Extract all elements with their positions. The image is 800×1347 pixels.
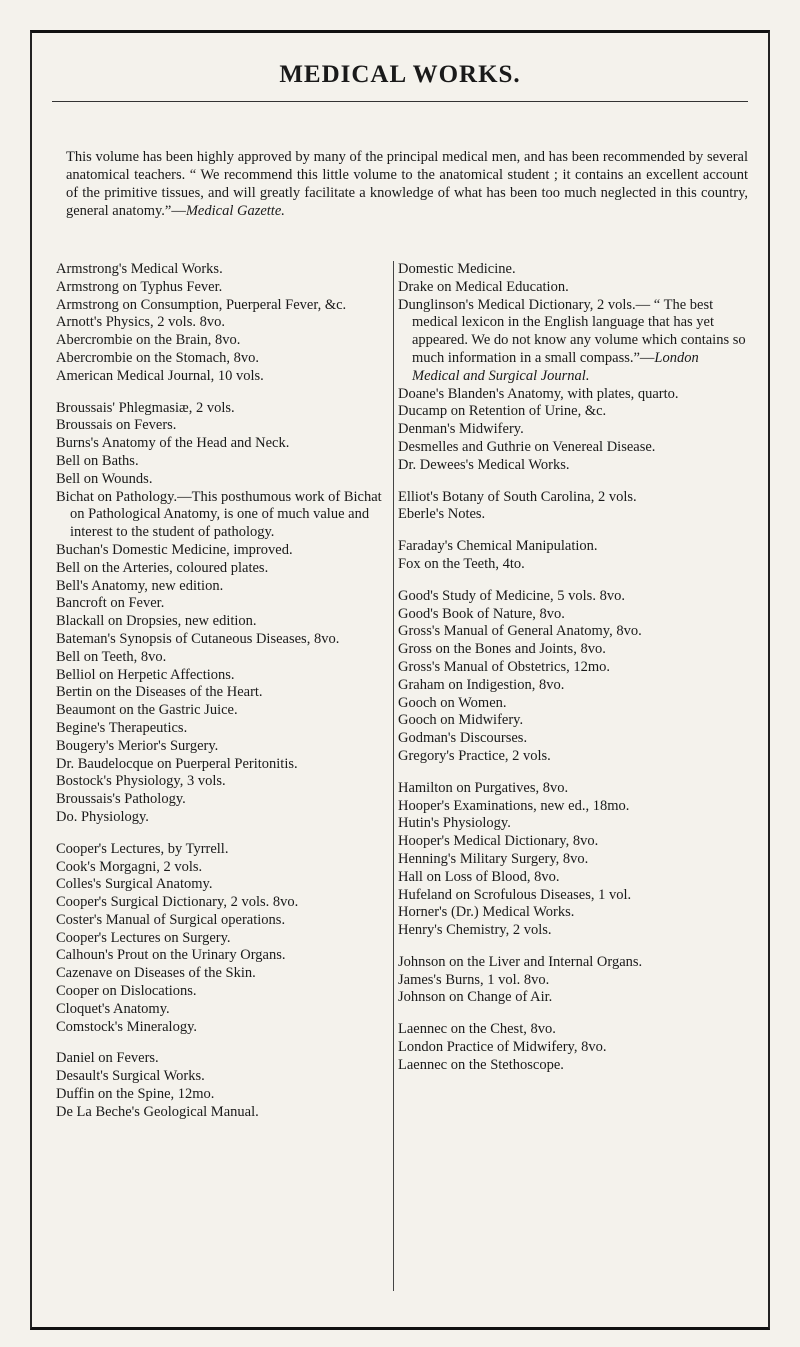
book-entry (56, 314, 393, 332)
book-title: Henning's Military Surgery, 8vo. (398, 850, 589, 867)
book-title: De La Beche's Geological Manual. (56, 1103, 259, 1120)
book-title: Good's Book of Nature, 8vo. (398, 605, 565, 622)
book-entry (56, 773, 393, 791)
book-title: Johnson on the Liver and Internal Organs. (398, 953, 643, 970)
book-title: Armstrong's Medical Works. (56, 261, 223, 277)
book-title: Dr. Baudelocque on Puerperal Peritonitis. (56, 755, 298, 772)
book-title: Fox on the Teeth, 4to. (398, 555, 525, 572)
book-title: Dr. Dewees's Medical Works. (398, 456, 570, 473)
book-title: Bertin on the Diseases of the Heart. (56, 684, 263, 701)
book-entry (398, 457, 748, 475)
book-entry (56, 859, 393, 877)
book-title: Gross's Manual of Obstetrics, 12mo. (398, 658, 611, 675)
book-title: Gooch on Midwifery. (398, 712, 524, 729)
book-title: Laennec on the Stethoscope. (398, 1056, 564, 1073)
book-entry (56, 649, 393, 667)
book-title: Cazenave on Diseases of the Skin. (56, 965, 256, 982)
book-entry (398, 780, 748, 798)
book-title: Doane's Blanden's Anatomy, with plates, quarto. (398, 385, 679, 402)
book-title: Bancroft on Fever. (56, 595, 165, 612)
book-title: Begine's Therapeutics. (56, 719, 188, 736)
book-title: Buchan's Domestic Medicine, improved. (56, 541, 293, 558)
book-entry (56, 1086, 393, 1104)
book-entry (398, 1057, 748, 1075)
book-entry (56, 1068, 393, 1086)
book-entry (398, 421, 748, 439)
group-spacer (56, 827, 393, 841)
book-entry (398, 887, 748, 905)
book-title: Faraday's Chemical Manipulation. (398, 538, 598, 555)
book-title: Gregory's Practice, 2 vols. (398, 747, 551, 764)
header-divider (52, 101, 748, 102)
book-entry (56, 947, 393, 965)
book-title: Laennec on the Chest, 8vo. (398, 1021, 556, 1038)
book-title: Bichat on Pathology.—This posthumous work of Bichat on Pathological Anatomy, is one of much value and interest to the student of pathology. (56, 488, 382, 541)
book-title: Horner's (Dr.) Medical Works. (398, 904, 575, 921)
book-entry (56, 930, 393, 948)
book-entry (56, 791, 393, 809)
book-entry (56, 400, 393, 418)
book-title: Armstrong on Consumption, Puerperal Fever, &c. (56, 296, 347, 313)
book-entry (398, 748, 748, 766)
book-entry (398, 712, 748, 730)
book-title: Bell on Wounds. (56, 470, 153, 487)
book-entry (398, 403, 748, 421)
book-entry (56, 417, 393, 435)
book-title: Burns's Anatomy of the Head and Neck. (56, 435, 290, 452)
book-entry (56, 332, 393, 350)
book-entry (56, 841, 393, 859)
book-title: Elliot's Botany of South Carolina, 2 vols. (398, 488, 637, 505)
book-entry (398, 556, 748, 574)
book-title: Coster's Manual of Surgical operations. (56, 911, 286, 928)
book-entry (398, 538, 748, 556)
book-entry (398, 869, 748, 887)
book-entry (398, 261, 748, 279)
book-title: Bell on Baths. (56, 452, 139, 469)
book-title: Gooch on Women. (398, 694, 507, 711)
book-title: Bateman's Synopsis of Cutaneous Diseases, 8vo. (56, 630, 340, 647)
book-title: Graham on Indigestion, 8vo. (398, 676, 565, 693)
book-title: American Medical Journal, 10 vols. (56, 367, 264, 384)
book-entry (398, 641, 748, 659)
book-entry (56, 965, 393, 983)
book-entry (56, 702, 393, 720)
book-title: Good's Study of Medicine, 5 vols. 8vo. (398, 587, 625, 604)
book-title: Bell on the Arteries, coloured plates. (56, 559, 269, 576)
book-title: Broussais' Phlegmasiæ, 2 vols. (56, 399, 235, 416)
book-title: Daniel on Fevers. (56, 1050, 159, 1067)
book-entry (56, 684, 393, 702)
book-title: Desmelles and Guthrie on Venereal Disease. (398, 438, 656, 455)
book-entry (398, 954, 748, 972)
book-entry (398, 798, 748, 816)
book-title: Colles's Surgical Anatomy. (56, 876, 213, 893)
book-title: Do. Physiology. (56, 808, 149, 825)
book-entry (398, 815, 748, 833)
book-entry (56, 489, 393, 542)
book-title: Armstrong on Typhus Fever. (56, 278, 223, 295)
book-entry (56, 578, 393, 596)
book-title: Domestic Medicine. (398, 261, 516, 277)
book-title: Duffin on the Spine, 12mo. (56, 1086, 215, 1103)
book-entry (398, 904, 748, 922)
book-entry (398, 489, 748, 507)
book-entry (398, 659, 748, 677)
group-spacer (398, 475, 748, 489)
book-title: Broussais on Fevers. (56, 417, 177, 434)
book-title: Arnott's Physics, 2 vols. 8vo. (56, 314, 225, 331)
book-entry (398, 506, 748, 524)
book-entry (56, 912, 393, 930)
book-entry (56, 1104, 393, 1122)
book-title: Drake on Medical Education. (398, 278, 569, 295)
book-entry (398, 1039, 748, 1057)
book-entry (56, 809, 393, 827)
book-entry (56, 667, 393, 685)
book-title: Hooper's Examinations, new ed., 18mo. (398, 797, 630, 814)
book-title: Cooper's Lectures on Surgery. (56, 929, 231, 946)
book-entry (56, 279, 393, 297)
book-title: James's Burns, 1 vol. 8vo. (398, 971, 550, 988)
book-entry (56, 738, 393, 756)
book-entry (398, 833, 748, 851)
book-title: Blackall on Dropsies, new edition. (56, 613, 257, 630)
book-entry (56, 983, 393, 1001)
book-entry (56, 1019, 393, 1037)
page (30, 30, 770, 1330)
book-entry (56, 1001, 393, 1019)
book-entry (398, 279, 748, 297)
book-title: Godman's Discourses. (398, 730, 528, 747)
book-entry (56, 297, 393, 315)
book-entry (398, 588, 748, 606)
book-entry (56, 261, 393, 279)
left-column (56, 261, 393, 1122)
book-entry (56, 368, 393, 386)
book-title: Gross's Manual of General Anatomy, 8vo. (398, 623, 642, 640)
book-entry (56, 560, 393, 578)
group-spacer (398, 1007, 748, 1021)
book-entry (398, 730, 748, 748)
book-title: Calhoun's Prout on the Urinary Organs. (56, 947, 286, 964)
book-title: Bougery's Merior's Surgery. (56, 737, 219, 754)
book-entry (398, 386, 748, 404)
review-source: London Medical and Surgical Journal. (412, 349, 699, 384)
book-entry (398, 439, 748, 457)
column-divider (393, 261, 394, 1291)
book-entry (398, 623, 748, 641)
group-spacer (398, 766, 748, 780)
intro-text: This volume has been highly approved by many of the principal medical men, and has been recommended by several anatomical teachers. “ We recommend this little volume to the anatomical student ; it contains an excellent account of the primitive tissues, and will greatly facilitate a knowledge of what has been too much neglected in this country, general anatomy.”— (66, 148, 748, 219)
book-entry (56, 894, 393, 912)
page-title: MEDICAL WORKS. (279, 61, 521, 88)
book-title: Desault's Surgical Works. (56, 1068, 205, 1085)
book-title: London Practice of Midwifery, 8vo. (398, 1039, 607, 1056)
book-title: Broussais's Pathology. (56, 791, 186, 808)
book-entry (56, 471, 393, 489)
book-entry (398, 606, 748, 624)
group-spacer (56, 1036, 393, 1050)
book-title: Hooper's Medical Dictionary, 8vo. (398, 833, 599, 850)
book-entry (398, 677, 748, 695)
book-title: Gross on the Bones and Joints, 8vo. (398, 641, 606, 658)
book-title: Cooper's Surgical Dictionary, 2 vols. 8vo. (56, 894, 299, 911)
group-spacer (398, 574, 748, 588)
book-entry (56, 453, 393, 471)
book-entry (398, 1021, 748, 1039)
book-entry (398, 972, 748, 990)
book-title: Abercrombie on the Stomach, 8vo. (56, 349, 259, 366)
book-title: Cook's Morgagni, 2 vols. (56, 858, 203, 875)
book-title: Cloquet's Anatomy. (56, 1000, 170, 1017)
book-title: Hutin's Physiology. (398, 815, 511, 832)
book-title: Cooper on Dislocations. (56, 983, 197, 1000)
book-title: Eberle's Notes. (398, 506, 486, 523)
book-title: Bell on Teeth, 8vo. (56, 648, 167, 665)
book-entry (56, 756, 393, 774)
book-entry (56, 435, 393, 453)
book-title: Johnson on Change of Air. (398, 989, 553, 1006)
intro-source: Medical Gazette. (185, 202, 285, 219)
right-column (398, 261, 748, 1075)
book-entry (56, 631, 393, 649)
book-title: Comstock's Mineralogy. (56, 1018, 198, 1035)
book-title: Bostock's Physiology, 3 vols. (56, 773, 226, 790)
book-title: Henry's Chemistry, 2 vols. (398, 922, 552, 939)
group-spacer (56, 386, 393, 400)
group-spacer (398, 940, 748, 954)
book-title: Hamilton on Purgatives, 8vo. (398, 779, 569, 796)
book-entry (56, 542, 393, 560)
book-entry (56, 595, 393, 613)
book-entry (56, 876, 393, 894)
book-entry (398, 922, 748, 940)
book-entry (398, 695, 748, 713)
book-title: Denman's Midwifery. (398, 421, 524, 438)
book-entry (398, 851, 748, 869)
book-title: Ducamp on Retention of Urine, &c. (398, 403, 607, 420)
book-entry (398, 989, 748, 1007)
book-entry (56, 350, 393, 368)
book-title: Beaumont on the Gastric Juice. (56, 702, 238, 719)
book-title: Abercrombie on the Brain, 8vo. (56, 332, 241, 349)
book-entry (56, 720, 393, 738)
book-title: Hall on Loss of Blood, 8vo. (398, 868, 560, 885)
group-spacer (398, 524, 748, 538)
book-title: Dunglinson's Medical Dictionary, 2 vols.— “ The best medical lexicon in the English language that has yet appeared. We do not know any volume which contains so much information in a small compass.”— (398, 296, 746, 366)
book-entry (398, 297, 748, 386)
book-entry (56, 1050, 393, 1068)
book-title: Cooper's Lectures, by Tyrrell. (56, 840, 229, 857)
book-entry (56, 613, 393, 631)
book-title: Belliol on Herpetic Affections. (56, 666, 235, 683)
book-title: Hufeland on Scrofulous Diseases, 1 vol. (398, 886, 632, 903)
intro-paragraph (66, 148, 748, 220)
book-title: Bell's Anatomy, new edition. (56, 577, 224, 594)
